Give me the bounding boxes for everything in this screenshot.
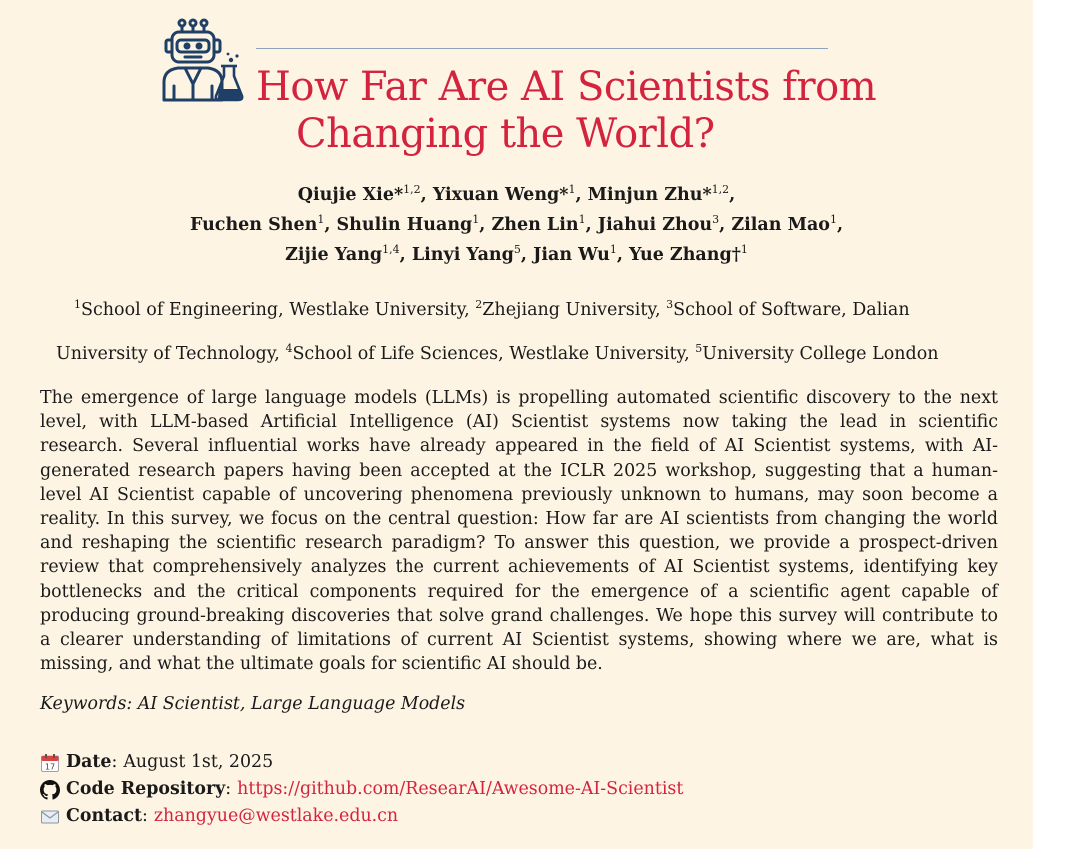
repo-row: Code Repository : https://github.com/ResearAI/Awesome-AI-Scientist <box>40 776 683 803</box>
affiliation-line-1 <box>40 288 980 332</box>
author-separator: , <box>324 215 337 235</box>
author-affiliation-mark: 1 <box>317 213 325 226</box>
author-separator: , <box>616 245 630 265</box>
affiliation-text: University College London <box>702 344 939 364</box>
affiliation-text: Zhejiang University, <box>482 300 667 320</box>
author-affiliation-mark: 1,4 <box>382 243 400 256</box>
author-name: Zilan Mao <box>731 215 830 235</box>
author-line <box>0 180 1033 210</box>
author-name: Qiujie Xie* <box>297 185 404 205</box>
author-affiliation-mark: 1,2 <box>403 183 421 196</box>
paper-header <box>160 18 877 168</box>
affiliation-mark: 3 <box>666 298 674 311</box>
author-name: Shulin Huang <box>336 215 473 235</box>
author-separator: , <box>719 215 732 235</box>
author-name: Jian Wu <box>533 245 610 265</box>
author-name: Yixuan Weng* <box>432 185 569 205</box>
date-label: Date <box>66 752 112 772</box>
envelope-icon <box>40 807 60 827</box>
date-value: August 1st, 2025 <box>123 752 274 772</box>
contact-row: Contact : zhangyue@westlake.edu.cn <box>40 803 683 830</box>
repo-label: Code Repository <box>66 779 226 799</box>
paper-title <box>256 64 877 158</box>
affiliation-mark: 5 <box>695 342 703 355</box>
author-separator: , <box>420 185 433 205</box>
author-name: Fuchen Shen <box>189 215 318 235</box>
author-affiliation-mark: 1 <box>472 213 480 226</box>
author-separator: , <box>479 215 492 235</box>
affiliation-text: University of Technology, <box>56 344 286 364</box>
author-affiliation-mark: 1 <box>568 183 576 196</box>
calendar-icon <box>40 753 60 773</box>
author-line <box>0 210 1033 240</box>
contact-email-link[interactable]: zhangyue@westlake.edu.cn <box>153 806 399 826</box>
author-line <box>0 240 1033 270</box>
affiliations <box>40 288 980 376</box>
affiliation-mark: 2 <box>475 298 483 311</box>
paper-meta <box>40 749 683 830</box>
repo-link[interactable]: https://github.com/ResearAI/Awesome-AI-Scientist <box>237 779 684 799</box>
author-name: Zhen Lin <box>491 215 579 235</box>
author-affiliation-mark: 1 <box>829 213 837 226</box>
author-separator: , <box>836 215 844 235</box>
author-name: Zijie Yang <box>285 245 383 265</box>
author-separator: , <box>729 185 736 205</box>
author-affiliation-mark: 1 <box>609 243 617 256</box>
robot-scientist-icon <box>160 18 244 102</box>
author-affiliation-mark: 3 <box>712 213 720 226</box>
author-separator: , <box>585 215 598 235</box>
author-affiliation-mark: 1 <box>740 243 748 256</box>
affiliation-mark: 1 <box>74 298 81 311</box>
keywords: Keywords: AI Scientist, Large Language Models <box>40 694 466 714</box>
author-separator: , <box>520 245 534 265</box>
affiliation-line-2 <box>40 332 980 376</box>
title-rule <box>256 48 828 49</box>
date-row: 17 Date : August 1st, 2025 <box>40 749 683 776</box>
author-affiliation-mark: 1 <box>578 213 586 226</box>
author-affiliation-mark: 1,2 <box>711 183 730 196</box>
title-line-2: Changing the World? <box>296 111 715 157</box>
affiliation-text: School of Engineering, Westlake University, <box>81 300 476 320</box>
author-name: Linyi Yang <box>411 245 514 265</box>
abstract-text: The emergence of large language models (LLMs) is propelling automated scientific discovery to the next level, with LLM-based Artificial Intelligence (AI) Scientist systems now taking the lead in scientific research. Several influential works have already appeared in the field of AI Scientist systems, with AI-generated research papers having been accepted at the ICLR 2025 workshop, suggesting that a human-level AI Scientist capable of uncovering phenomena previously unknown to humans, may soon become a reality. In this survey, we focus on the central question: How far are AI scientists from changing the world and reshaping the scientific research paradigm? To answer this question, we provide a prospect-driven review that comprehensively analyzes the current achievements of AI Scientist systems, identifying key bottlenecks and the critical components required for the emergence of a scientific agent capable of producing ground-breaking discoveries that solve grand challenges. We hope this survey will contribute to a clearer understanding of limitations of current AI Scientist systems, showing where we are, what is missing, and what the ultimate goals for scientific AI should be. <box>40 388 998 675</box>
author-affiliation-mark: 5 <box>513 243 521 256</box>
affiliation-text: School of Software, Dalian <box>673 300 910 320</box>
author-name: Yue Zhang† <box>629 245 741 265</box>
author-separator: , <box>575 185 588 205</box>
author-name: Jiahui Zhou <box>597 215 713 235</box>
author-separator: , <box>399 245 412 265</box>
affiliation-mark: 4 <box>285 342 293 355</box>
title-line-1: How Far Are AI Scientists from <box>256 64 877 110</box>
contact-label: Contact <box>66 806 143 826</box>
author-list <box>0 180 1033 270</box>
github-icon <box>40 780 60 800</box>
affiliation-text: School of Life Sciences, Westlake University, <box>292 344 696 364</box>
svg-text:17: 17 <box>44 762 56 771</box>
author-name: Minjun Zhu* <box>587 185 712 205</box>
